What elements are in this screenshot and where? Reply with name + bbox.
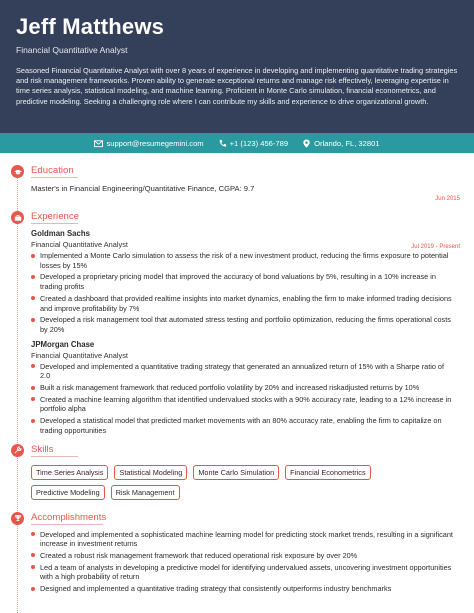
job-date: Jul 2019 - Present	[411, 244, 460, 250]
education-section	[0, 165, 474, 202]
company-name: JPMorgan Chase	[31, 339, 95, 349]
section-divider	[31, 524, 103, 525]
list-item: Led a team of analysts in developing a predictive model for identifying undervalued assets, uncovering investment opportunities with a high probability of return	[31, 563, 460, 582]
contact-email-text[interactable]: support@resumegemini.com	[106, 138, 204, 148]
list-item: Developed a statistical model that predicted market movements with an 80% accuracy rate, enabling the firm to capitalize on trading opportunities	[31, 416, 460, 435]
degree-entry: Master's in Financial Engineering/Quantitative Finance, CGPA: 9.7	[31, 184, 255, 193]
job-role: Financial Quantitative Analyst	[31, 350, 128, 360]
job-role: Financial Quantitative Analyst	[31, 240, 128, 249]
education-date: Jun 2015	[435, 196, 460, 202]
professional-summary: Seasoned Financial Quantitative Analyst with over 8 years of experience in developing and implementing quantitative trading strategies and risk management frameworks. Proven ability to generate exceptional returns and manage risk effectively, leveraging expertise in time series analysis, statistical modeling, and machine learning. Proficient in Monte Carlo simulation, financial econometrics, and predictive modeling. Seeking a challenging role where I can contribute my skills and experience to drive organizational growth.	[16, 66, 458, 106]
candidate-title: Financial Quantitative Analyst	[16, 45, 128, 55]
job-bullets	[31, 362, 460, 436]
skill-tag: Time Series Analysis	[31, 465, 108, 480]
contact-location	[302, 139, 379, 148]
accomplishments-section	[0, 512, 474, 594]
trophy-icon	[11, 512, 24, 525]
location-pin-icon	[302, 139, 311, 148]
section-divider	[31, 456, 78, 457]
list-item: Created a dashboard that provided realtime insights into market dynamics, enabling the firm to make informed trading decisions and improve profitability by 7%	[31, 294, 460, 313]
skill-tag: Monte Carlo Simulation	[193, 465, 279, 480]
list-item: Designed and implemented a quantitative trading strategy that consistently outperforms industry benchmarks	[31, 584, 460, 594]
list-item: Built a risk management framework that reduced portfolio volatility by 20% and increased riskadjusted returns by 10%	[31, 383, 460, 393]
skills-heading: Skills	[31, 443, 54, 455]
list-item: Created a machine learning algorithm that identified undervalued stocks with a 90% accuracy rate, leading to a 12% increase in portfolio alpha	[31, 395, 460, 414]
accomplishments-heading: Accomplishments	[31, 511, 107, 523]
education-heading: Education	[31, 165, 74, 176]
briefcase-icon	[11, 211, 24, 224]
job-entry	[31, 229, 460, 335]
skill-tag: Risk Management	[111, 485, 180, 500]
company-name: Goldman Sachs	[31, 229, 90, 238]
email-icon	[94, 139, 103, 148]
phone-icon	[218, 139, 227, 148]
skills-section	[0, 444, 474, 500]
skill-tag: Statistical Modeling	[114, 465, 187, 480]
candidate-name: Jeff Matthews	[16, 14, 165, 39]
resume-header	[0, 0, 474, 133]
section-divider	[31, 223, 78, 224]
contact-phone[interactable]	[218, 139, 288, 148]
list-item: Developed a proprietary pricing model that improved the accuracy of bond valuations by 5%, resulting in a 10% increase in trading profits	[31, 272, 460, 291]
section-divider	[31, 177, 78, 178]
resume-body	[0, 153, 474, 613]
job-entry	[31, 340, 460, 436]
contact-phone-text[interactable]: +1 (123) 456-789	[229, 138, 289, 148]
list-item: Implemented a Monte Carlo simulation to assess the risk of a new investment product, reducing the firms exposure to potential losses by 15%	[31, 251, 460, 270]
contact-location-text: Orlando, FL, 32801	[314, 138, 380, 148]
contact-bar	[0, 133, 474, 153]
experience-heading: Experience	[31, 211, 79, 222]
skill-tag: Financial Econometrics	[285, 465, 370, 480]
skill-tag: Predictive Modeling	[31, 485, 105, 500]
list-item: Created a robust risk management framework that reduced operational risk exposure by over 20%	[31, 551, 460, 561]
graduation-cap-icon	[11, 165, 24, 178]
list-item: Developed a risk management tool that automated stress testing and portfolio optimization, reducing the firms operational costs by 20%	[31, 315, 460, 334]
experience-section	[0, 211, 474, 436]
job-bullets	[31, 251, 460, 335]
list-item: Developed and implemented a sophisticated machine learning model for predicting stock market trends, resulting in a significant increase in investment returns	[31, 530, 460, 549]
accomplishments-list	[31, 530, 460, 594]
contact-email[interactable]	[94, 139, 203, 148]
skills-list	[31, 465, 411, 500]
tools-icon	[11, 444, 24, 457]
list-item: Developed and implemented a quantitative trading strategy that generated an annualized return of 15% with a Sharpe ratio of 2.0	[31, 362, 460, 381]
